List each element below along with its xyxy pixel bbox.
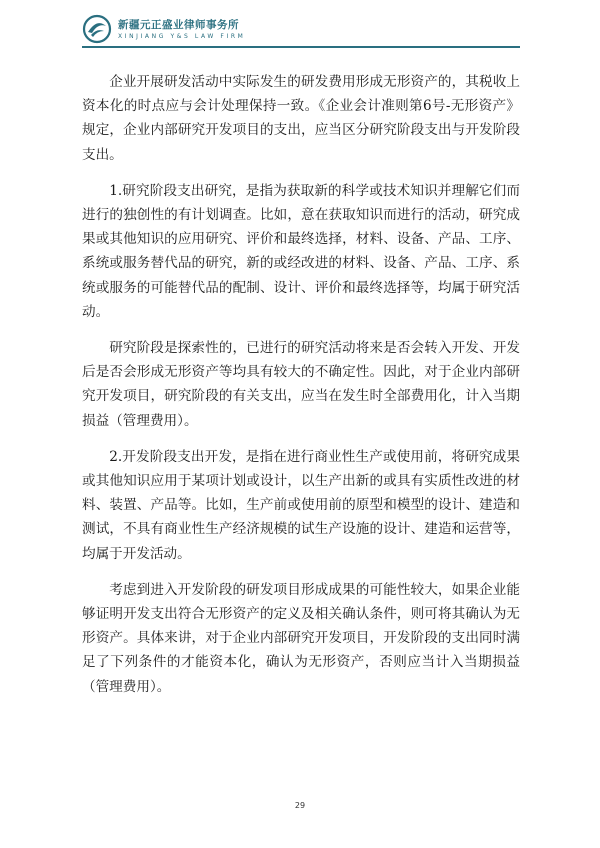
page-number: 29: [294, 801, 306, 810]
firm-logo-icon: [82, 14, 112, 44]
paragraph-intro: 企业开展研发活动中实际发生的研发费用形成无形资产的，其税收上资本化的时点应与会计处理保持一致。《企业会计准则第6号-无形资产》规定，企业内部研究开发项目的支出，应当区分研究阶段支出与开发阶段支出。: [82, 74, 520, 163]
paragraph-capitalization: 考虑到进入开发阶段的研发项目形成成果的可能性较大，如果企业能够证明开发支出符合无形资产的定义及相关确认条件，则可将其确认为无形资产。具体来讲，对于企业内部研究开发项目，开发阶段的支出同时满足了下列条件的才能资本化，确认为无形资产，否则应当计入当期损益（管理费用）。: [82, 581, 520, 695]
firm-name-en: XINJIANG Y&S LAW FIRM: [118, 33, 246, 40]
firm-name-cn: 新疆元正盛业律师事务所: [118, 19, 239, 31]
paragraph-research-phase: 1.研究阶段支出研究，是指为获取新的科学或技术知识并理解它们而进行的独创性的有计划调查。比如，意在获取知识而进行的活动，研究成果或其他知识的应用研究、评价和最终选择，材料、设备、产品、工序、系统或服务替代品的研究，新的或经改进的材料、设备、产品、工序、系统或服务的可能替代品的配制、设计、评价和最终选择等，均属于研究活动。: [82, 182, 520, 320]
document-body: [82, 70, 520, 711]
paragraph-development-phase: 2.开发阶段支出开发，是指在进行商业性生产或使用前，将研究成果或其他知识应用于某项计划或设计，以生产出新的或具有实质性改进的材料、装置、产品等。比如，生产前或使用前的原型和模型的设计、建造和测试，不具有商业性生产经济规模的试生产设施的设计、建造和运营等，均属于开发活动。: [82, 448, 520, 562]
page-header: [82, 14, 522, 44]
header-divider: [82, 46, 520, 48]
paragraph-research-expensing: 研究阶段是探索性的，已进行的研究活动将来是否会转入开发、开发后是否会形成无形资产等均具有较大的不确定性。因此，对于企业内部研究开发项目，研究阶段的有关支出，应当在发生时全部费用化，计入当期损益（管理费用）。: [82, 340, 520, 429]
